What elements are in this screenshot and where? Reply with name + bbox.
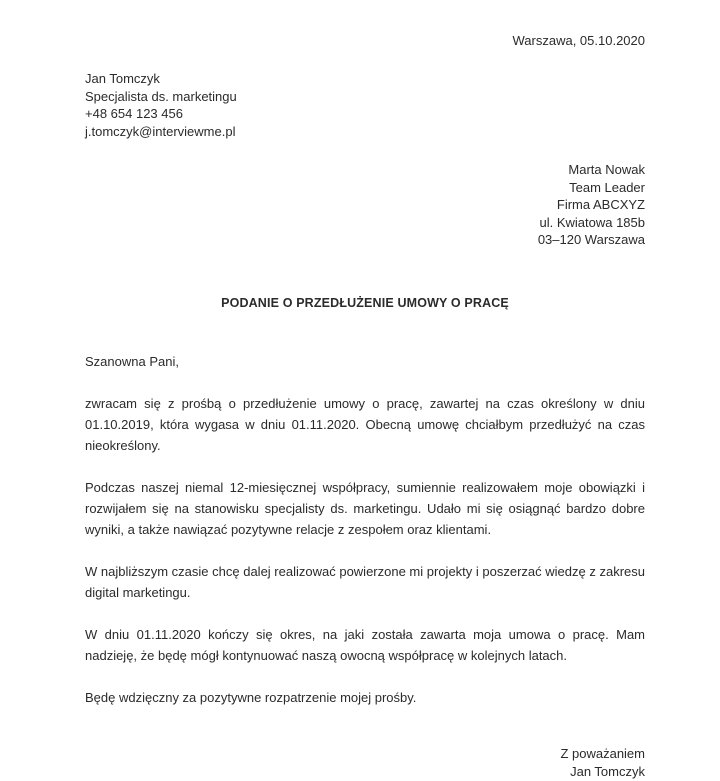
closing-signature-name: Jan Tomczyk [570,763,645,779]
signature-block [85,745,645,781]
body-paragraph-3: W najbliższym czasie chcę dalej realizować powierzone mi projekty i poszerzać wiedzę z zakresu digital marketingu. [85,563,645,600]
body-paragraph-4: W dniu 01.11.2020 kończy się okres, na jaki została zawarta moja umowa o pracę. Mam nadzieję, że będę mógł kontynuować naszą owocną współpracę w kolejnych latach. [85,626,645,663]
sender-address-block [85,70,645,140]
closing-phrase: Z poważaniem [560,745,645,761]
recipient-street: ul. Kwiatowa 185b [539,214,645,230]
recipient-address-block [85,161,645,249]
body-paragraph-5: Będę wdzięczny za pozytywne rozpatrzenie mojej prośby. [85,689,417,705]
sender-name: Jan Tomczyk [85,71,160,86]
sender-phone: +48 654 123 456 [85,106,183,121]
document-title: PODANIE O PRZEDŁUŻENIE UMOWY O PRACĘ [221,295,509,310]
sender-position: Specjalista ds. marketingu [85,88,237,104]
letter-content-column [85,0,645,781]
recipient-name: Marta Nowak [568,162,645,177]
body-paragraph-2: Podczas naszej niemal 12-miesięcznej współpracy, sumiennie realizowałem moje obowiązki i rozwijałem się na stanowisku specjalisty ds. marketingu. Udało mi się osiągnąć bardzo dobre wyniki, a także nawiązać pozytywne relacje z zespołem oraz klientami. [85,479,645,537]
sender-email: j.tomczyk@interviewme.pl [85,123,236,139]
recipient-city: 03–120 Warszawa [537,232,645,247]
recipient-position: Team Leader [569,179,645,195]
recipient-company: Firma ABCXYZ [556,197,645,212]
date-line: Warszawa, 05.10.2020 [512,33,645,48]
salutation: Szanowna Pani, [85,353,179,369]
body-paragraph-1: zwracam się z prośbą o przedłużenie umowy o pracę, zawartej na czas określony w dniu 01.10.2019, która wygasa w dniu 01.11.2020. Obecną umowę chciałbym przedłużyć na czas nieokreślony. [85,395,645,453]
